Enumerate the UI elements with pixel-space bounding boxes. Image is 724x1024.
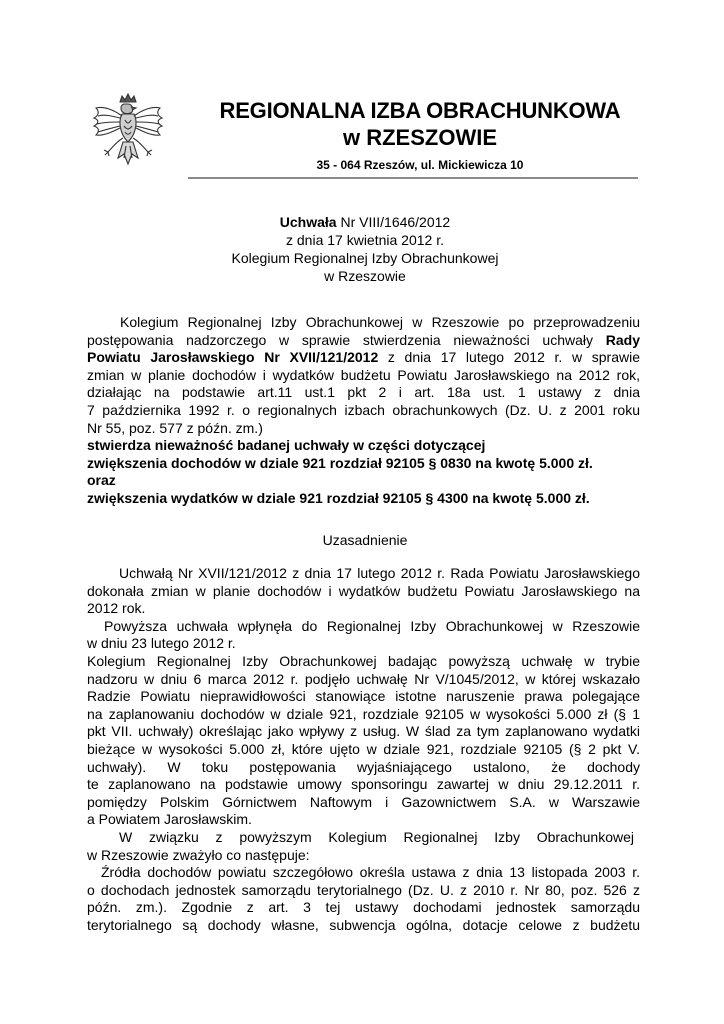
header-divider	[188, 177, 638, 179]
intro-line-text: z dnia 17 lutego 2012 r. w sprawie	[378, 349, 640, 366]
intro-line	[87, 349, 640, 367]
resolution-title	[200, 213, 530, 231]
institution-name: REGIONALNA IZBA OBRACHUNKOWA	[219, 98, 621, 123]
justification-line: a Powiatem Jarosławskim.	[87, 811, 252, 828]
decision-line: zwiększenia dochodów w dziale 921 rozdział 92105 § 0830 na kwotę 5.000 zł.	[87, 454, 593, 471]
justification-heading: Uzasadnienie	[322, 532, 408, 548]
justification-line: nadzoru w dniu 6 marca 2012 r. podjęło uchwałę Nr V/1045/2012, w której wskazało	[87, 670, 640, 687]
justification-line: bieżące w wysokości 5.000 zł, które ujęto w dziale 921, rozdziale 92105 (§ 2 pkt V.	[87, 740, 640, 757]
justification-line: Radzie Powiatu nieprawidłowości stanowiące istotne naruszenie prawa polegające	[87, 688, 640, 705]
justification-line: dokonała zmian w planie dochodów i wydatków budżetu Powiatu Jarosławskiego na	[87, 582, 640, 599]
intro-line: zmian w planie dochodów i wydatków budżetu Powiatu Jarosławskiego na 2012 rok,	[87, 366, 640, 383]
justification-line: Źródła dochodów powiatu szczegółowo określa ustawa z dnia 13 listopada 2003 r.	[101, 864, 640, 881]
justification-line: 2012 rok.	[87, 600, 146, 617]
intro-paragraph	[87, 314, 640, 508]
intro-line	[87, 332, 640, 350]
resolution-issuer: Kolegium Regionalnej Izby Obrachunkowej	[231, 250, 499, 266]
decision-line: oraz	[87, 472, 116, 489]
intro-line: Nr 55, poz. 577 z późn. zm.)	[87, 419, 263, 436]
resolution-number: Nr VIII/1646/2012	[336, 214, 451, 230]
justification-line: uchwały). W toku postępowania wyjaśniającego ustalono, że dochody	[87, 758, 640, 775]
justification-line: Kolegium Regionalnej Izby Obrachunkowej badając powyższą uchwałę w trybie	[87, 652, 640, 669]
justification-line: pomiędzy Polskim Górnictwem Naftowym i Gazownictwem S.A. w Warszawie	[87, 793, 640, 810]
resolution-title-label: Uchwała	[279, 214, 337, 230]
institution-address: 35 - 064 Rzeszów, ul. Mickiewicza 10	[316, 158, 524, 172]
justification-line: te zaplanowano na podstawie umowy sponsoringu zawartej w dniu 29.12.2011 r.	[87, 776, 640, 793]
intro-line: Kolegium Regionalnej Izby Obrachunkowej w Rzeszowie po przeprowadzeniu	[120, 314, 640, 330]
intro-line: 7 października 1992 r. o regionalnych izbach obrachunkowych (Dz. U. z 2001 roku	[87, 401, 640, 418]
resolution-title-block	[200, 213, 530, 285]
justification-line: Uchwałą Nr XVII/121/2012 z dnia 17 lutego 2012 r. Rada Powiatu Jarosławskiego	[119, 565, 640, 581]
polish-eagle-emblem-icon	[90, 92, 166, 174]
justification-line: na zaplanowaniu dochodów w dziale 921, rozdziale 92105 w wysokości 5.000 zł (§ 1	[87, 705, 640, 722]
justification-line: w Rzeszowie zważyło co następuje:	[87, 846, 310, 863]
justification-line: o dochodach jednostek samorządu terytorialnego (Dz. U. z 2010 r. Nr 80, poz. 526 z	[87, 881, 640, 898]
intro-line-bold: Powiatu Jarosławskiego Nr XVII/121/2012	[87, 349, 379, 366]
justification-line: Powyższa uchwała wpłynęła do Regionalnej Izby Obrachunkowej w Rzeszowie	[104, 617, 640, 634]
decision-line: stwierdza nieważność badanej uchwały w części dotyczącej	[87, 437, 486, 454]
intro-line: działając na podstawie art.11 ust.1 pkt 2 i art. 18a ust. 1 ustawy z dnia	[87, 384, 640, 401]
justification-line: terytorialnego są dochody własne, subwencja ogólna, dotacje celowe z budżetu	[87, 916, 640, 933]
justification-body	[87, 565, 640, 934]
justification-line: w dniu 23 lutego 2012 r.	[87, 635, 236, 652]
resolution-place: w Rzeszowie	[324, 268, 406, 284]
justification-line: pkt VII. uchwały) określając jako wpływy z usług. W ślad za tym zaplanowano wydatki	[87, 723, 640, 740]
resolution-date: z dnia 17 kwietnia 2012 r.	[286, 232, 444, 248]
justification-line: późn. zm.). Zgodnie z art. 3 tej ustawy dochodami jednostek samorządu	[87, 899, 640, 916]
intro-line-text: postępowania nadzorczego w sprawie stwierdzenia nieważności uchwały	[87, 331, 594, 348]
decision-line: zwiększenia wydatków w dziale 921 rozdział 92105 § 4300 na kwotę 5.000 zł.	[87, 489, 590, 506]
justification-line: W związku z powyższym Kolegium Regionalnej Izby Obrachunkowej	[119, 828, 634, 845]
intro-line-bold: Rady	[605, 331, 640, 348]
institution-city: w RZESZOWIE	[343, 125, 497, 150]
